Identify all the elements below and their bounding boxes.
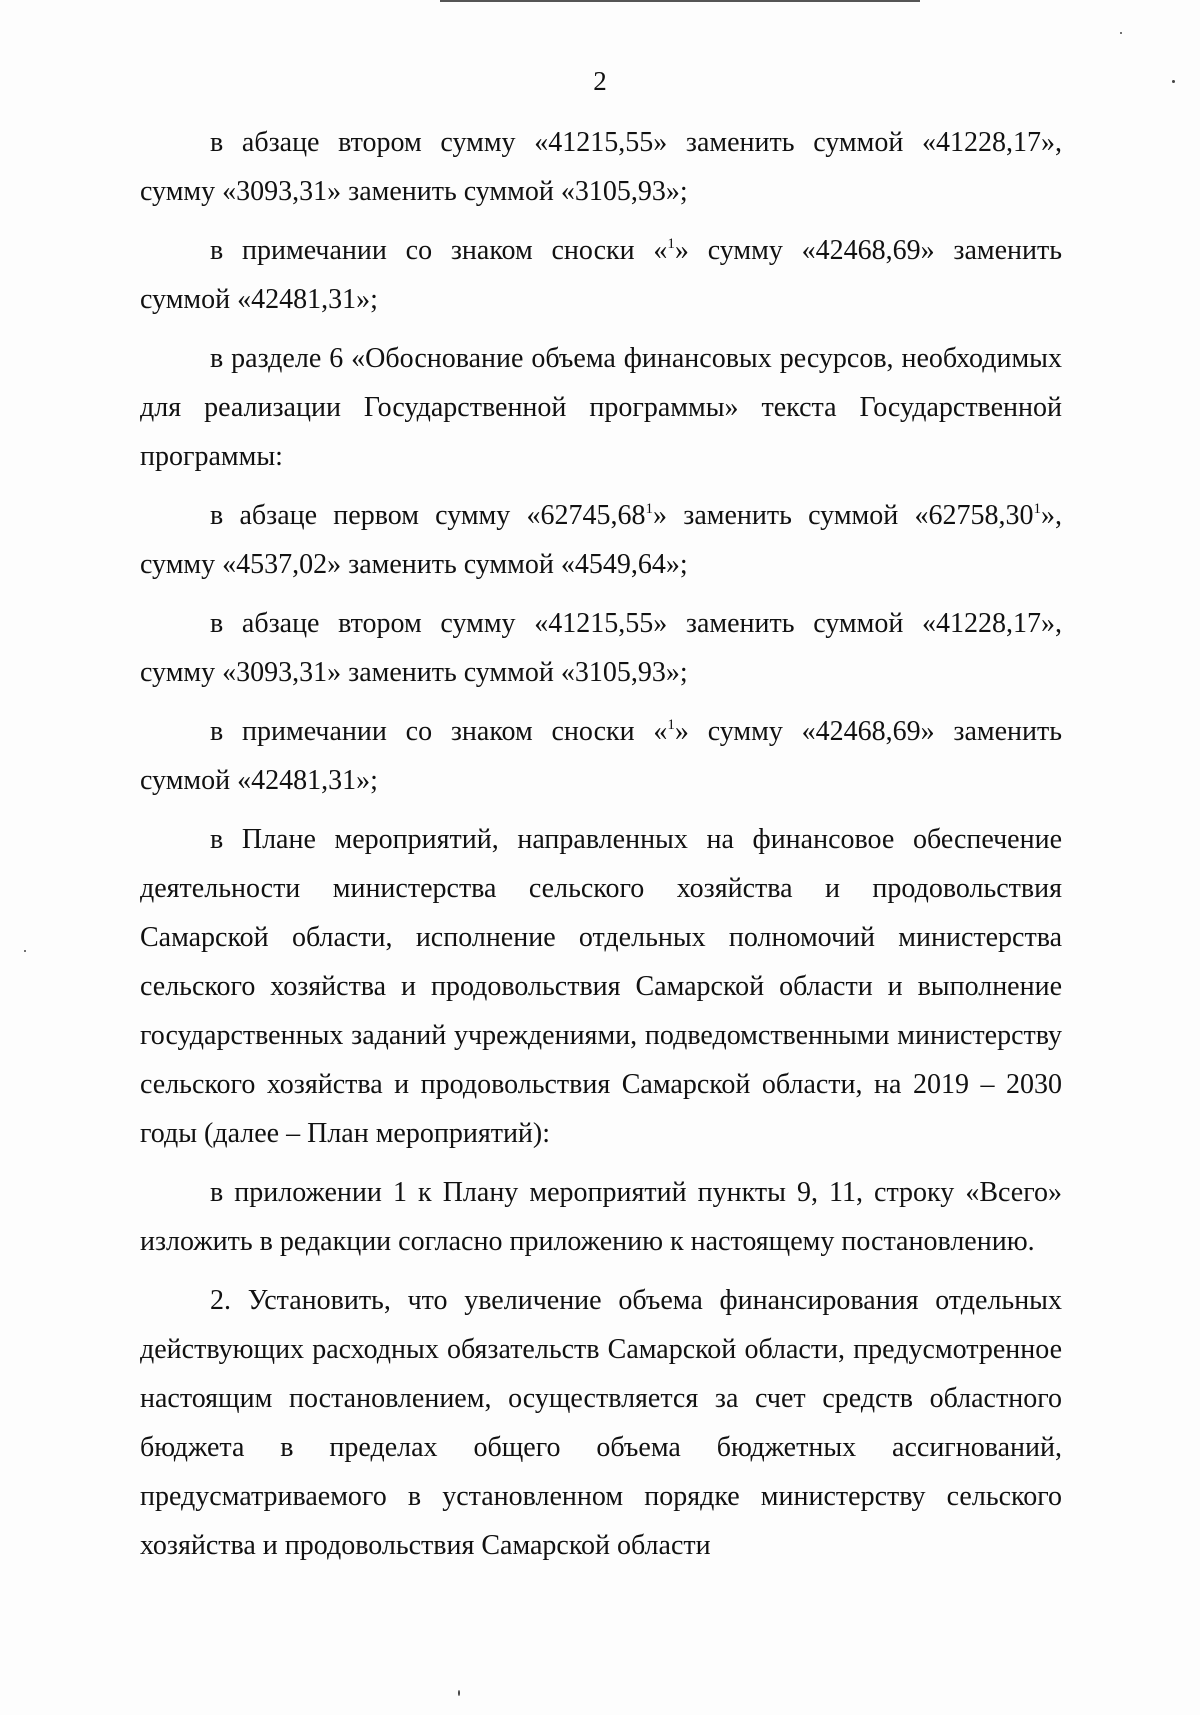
paragraph-4: в абзаце первом сумму «62745,68$^1$» заменить суммой «62758,30$^1$», сумму «4537,02» заменить суммой «4549,64»; xyxy=(140,500,1062,580)
scan-speck xyxy=(458,1690,460,1696)
footnote-mark: 1 xyxy=(667,717,675,733)
footnote-mark: 1 xyxy=(1033,501,1041,517)
scan-speck xyxy=(24,950,26,952)
paragraph-8: в приложении 1 к Плану мероприятий пункты 9, 11, строку «Всего» изложить в редакции согласно приложению к настоящему постановлению. xyxy=(140,1177,1062,1257)
top-edge-line xyxy=(440,0,920,2)
document-body xyxy=(140,118,1062,1580)
paragraph-3: в разделе 6 «Обоснование объема финансовых ресурсов, необходимых для реализации Государственной программы» текста Государственной программы: xyxy=(140,343,1062,472)
paragraph-7: в Плане мероприятий, направленных на финансовое обеспечение деятельности министерства сельского хозяйства и продовольствия Самарской области, исполнение отдельных полномочий министерства сельского хозяйства и продовольствия Самарской области и выполнение государственных заданий учреждениями, подведомственными министерству сельского хозяйства и продовольствия Самарской области, на 2019 – 2030 годы (далее – План мероприятий): xyxy=(140,824,1062,1149)
footnote-mark: 1 xyxy=(667,236,675,252)
paragraph-9: 2. Установить, что увеличение объема финансирования отдельных действующих расходных обязательств Самарской области, предусмотренное настоящим постановлением, осуществляется за счет средств областного бюджета в пределах общего объема бюджетных ассигнований, предусматриваемого в установленном порядке министерству сельского хозяйства и продовольствия Самарской области xyxy=(140,1285,1062,1561)
footnote-mark: 1 xyxy=(645,501,654,517)
paragraph-6: в примечании со знаком сноски «$^1$» сумму «42468,69» заменить суммой «42481,31»; xyxy=(140,716,1062,796)
paragraph-5: в абзаце втором сумму «41215,55» заменить суммой «41228,17», сумму «3093,31» заменить суммой «3105,93»; xyxy=(140,608,1062,688)
scan-speck xyxy=(1172,80,1175,83)
page-number: 2 xyxy=(593,66,607,96)
paragraph-1: в абзаце втором сумму «41215,55» заменить суммой «41228,17», сумму «3093,31» заменить суммой «3105,93»; xyxy=(140,127,1062,207)
scan-speck xyxy=(1120,32,1122,34)
paragraph-2: в примечании со знаком сноски «$^1$» сумму «42468,69» заменить суммой «42481,31»; xyxy=(140,235,1062,315)
